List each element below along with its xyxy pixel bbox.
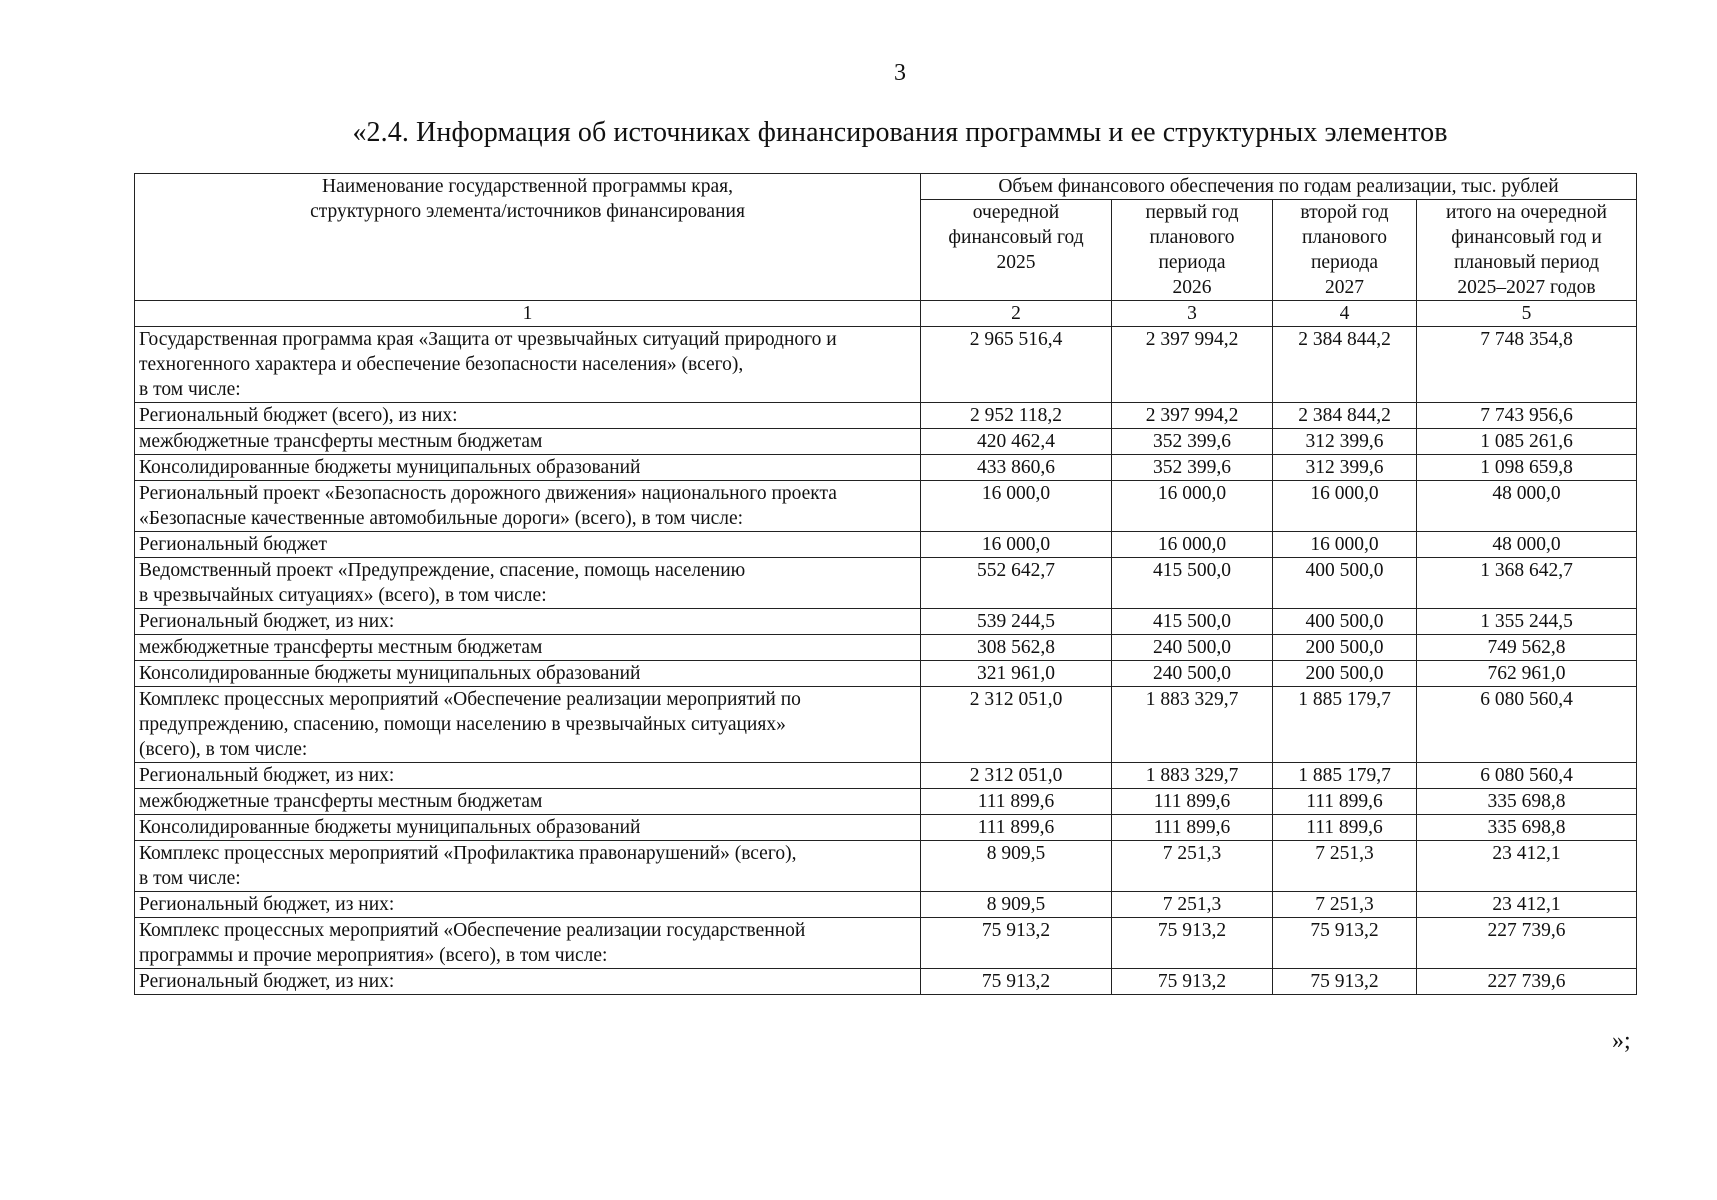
row-name-cell [135,661,921,687]
table-row [135,532,1637,558]
table-body [135,327,1637,995]
row-name-line: «Безопасные качественные автомобильные дороги» (всего), в том числе: [139,508,744,529]
row-name-line: предупреждению, спасению, помощи населению в чрезвычайных ситуациях» [139,714,786,735]
row-name-line: Региональный бюджет, из них: [139,971,395,992]
column-number: 1 [135,301,921,327]
table-row [135,661,1637,687]
row-name-cell [135,789,921,815]
row-name-line: Консолидированные бюджеты муниципальных образований [139,457,641,478]
row-value-cell: 2 397 994,2 [1112,327,1273,403]
row-value-cell: 321 961,0 [921,661,1112,687]
row-value-cell: 111 899,6 [921,789,1112,815]
row-value-cell: 7 251,3 [1112,892,1273,918]
row-name-line: Консолидированные бюджеты муниципальных образований [139,663,641,684]
row-name-line: межбюджетные трансферты местным бюджетам [139,431,543,452]
row-value-cell: 23 412,1 [1417,841,1637,892]
row-name-line: Региональный бюджет (всего), из них: [139,405,458,426]
row-value-cell: 23 412,1 [1417,892,1637,918]
header-name-line: структурного элемента/источников финансирования [310,201,745,222]
row-name-line: Региональный бюджет, из них: [139,611,395,632]
row-value-cell: 762 961,0 [1417,661,1637,687]
row-name-cell [135,558,921,609]
table-row [135,403,1637,429]
row-value-cell: 2 312 051,0 [921,687,1112,763]
row-value-cell: 312 399,6 [1273,429,1417,455]
row-value-cell: 75 913,2 [1112,969,1273,995]
row-name-line: Региональный бюджет, из них: [139,894,395,915]
row-value-cell: 552 642,7 [921,558,1112,609]
row-value-cell: 1 355 244,5 [1417,609,1637,635]
row-name-cell [135,532,921,558]
row-value-cell: 75 913,2 [1112,918,1273,969]
row-value-cell: 308 562,8 [921,635,1112,661]
row-name-cell [135,327,921,403]
header-line: очередной [972,202,1060,223]
row-name-cell [135,918,921,969]
row-value-cell: 539 244,5 [921,609,1112,635]
row-value-cell: 1 885 179,7 [1273,763,1417,789]
row-name-line: Ведомственный проект «Предупреждение, спасение, помощь населению [139,560,746,581]
table-row [135,841,1637,892]
header-line: планового [1301,227,1388,248]
row-name-line: техногенного характера и обеспечение безопасности населения» (всего), [139,354,744,375]
column-number: 2 [921,301,1112,327]
row-name-line: межбюджетные трансферты местным бюджетам [139,791,543,812]
row-value-cell: 227 739,6 [1417,969,1637,995]
header-line: планового [1149,227,1235,248]
table-row [135,815,1637,841]
row-name-line: Региональный бюджет [139,534,327,555]
row-value-cell: 7 251,3 [1112,841,1273,892]
header-col-2026 [1112,200,1273,301]
row-value-cell: 48 000,0 [1417,481,1637,532]
row-name-cell [135,481,921,532]
header-line: 2026 [1172,277,1212,298]
header-col-2027 [1273,200,1417,301]
row-name-line: Региональный бюджет, из них: [139,765,395,786]
row-value-cell: 2 965 516,4 [921,327,1112,403]
row-name-cell [135,609,921,635]
row-value-cell: 2 952 118,2 [921,403,1112,429]
header-line: 2027 [1325,277,1364,298]
row-value-cell: 200 500,0 [1273,635,1417,661]
row-value-cell: 420 462,4 [921,429,1112,455]
row-name-line: в чрезвычайных ситуациях» (всего), в том числе: [139,585,547,606]
table-row [135,481,1637,532]
row-name-cell [135,815,921,841]
table-row [135,327,1637,403]
header-line: 2025 [996,252,1036,273]
financing-table [134,173,1637,995]
table-row [135,918,1637,969]
header-line: первый год [1145,202,1239,223]
row-value-cell: 6 080 560,4 [1417,763,1637,789]
row-value-cell: 111 899,6 [921,815,1112,841]
row-name-line: программы и прочие мероприятия» (всего), в том числе: [139,945,608,966]
row-value-cell: 2 384 844,2 [1273,403,1417,429]
row-value-cell: 75 913,2 [921,969,1112,995]
row-value-cell: 335 698,8 [1417,815,1637,841]
table-row [135,635,1637,661]
row-value-cell: 16 000,0 [921,481,1112,532]
row-value-cell: 7 748 354,8 [1417,327,1637,403]
row-name-line: межбюджетные трансферты местным бюджетам [139,637,543,658]
row-name-cell [135,429,921,455]
header-line: периода [1158,252,1226,273]
row-name-line: в том числе: [139,379,241,400]
row-value-cell: 2 312 051,0 [921,763,1112,789]
header-line: финансовый год [948,227,1084,248]
row-name-line: Комплекс процессных мероприятий «Обеспечение реализации мероприятий по [139,689,801,710]
row-name-line: Комплекс процессных мероприятий «Профилактика правонарушений» (всего), [139,843,797,864]
header-line: второй год [1300,202,1389,223]
row-name-line: Комплекс процессных мероприятий «Обеспечение реализации государственной [139,920,806,941]
table-row [135,969,1637,995]
row-value-cell: 240 500,0 [1112,635,1273,661]
closing-quote: »; [1612,1028,1631,1054]
row-value-cell: 240 500,0 [1112,661,1273,687]
row-name-cell [135,892,921,918]
row-value-cell: 16 000,0 [1112,481,1273,532]
row-value-cell: 415 500,0 [1112,609,1273,635]
row-name-line: Региональный проект «Безопасность дорожного движения» национального проекта [139,483,837,504]
table-row [135,455,1637,481]
row-value-cell: 8 909,5 [921,841,1112,892]
row-name-line: (всего), в том числе: [139,739,308,760]
row-value-cell: 1 085 261,6 [1417,429,1637,455]
row-value-cell: 75 913,2 [921,918,1112,969]
row-value-cell: 16 000,0 [1112,532,1273,558]
row-name-line: в том числе: [139,868,241,889]
row-name-line: Консолидированные бюджеты муниципальных образований [139,817,641,838]
row-value-cell: 1 883 329,7 [1112,687,1273,763]
row-value-cell: 75 913,2 [1273,969,1417,995]
row-value-cell: 1 368 642,7 [1417,558,1637,609]
column-number: 5 [1417,301,1637,327]
row-value-cell: 749 562,8 [1417,635,1637,661]
row-value-cell: 75 913,2 [1273,918,1417,969]
row-value-cell: 16 000,0 [1273,481,1417,532]
column-number: 4 [1273,301,1417,327]
document-title: «2.4. Информация об источниках финансирования программы и ее структурных элементов [352,117,1448,148]
row-name-cell [135,687,921,763]
row-name-cell [135,763,921,789]
header-line: плановый период [1453,252,1599,273]
row-value-cell: 2 397 994,2 [1112,403,1273,429]
table-row [135,687,1637,763]
header-name-line: Наименование государственной программы края, [322,176,733,197]
row-value-cell: 352 399,6 [1112,429,1273,455]
row-value-cell: 7 743 956,6 [1417,403,1637,429]
table-row [135,609,1637,635]
row-value-cell: 16 000,0 [1273,532,1417,558]
row-value-cell: 400 500,0 [1273,609,1417,635]
header-line: 2025–2027 годов [1457,277,1596,298]
header-col-2025 [921,200,1112,301]
row-value-cell: 433 860,6 [921,455,1112,481]
row-name-cell [135,403,921,429]
row-value-cell: 352 399,6 [1112,455,1273,481]
header-name-cell [135,174,921,301]
row-value-cell: 200 500,0 [1273,661,1417,687]
row-name-cell [135,841,921,892]
row-value-cell: 227 739,6 [1417,918,1637,969]
row-value-cell: 16 000,0 [921,532,1112,558]
row-name-cell [135,969,921,995]
row-name-cell [135,455,921,481]
row-value-cell: 111 899,6 [1112,815,1273,841]
table-row [135,892,1637,918]
row-name-line: Государственная программа края «Защита от чрезвычайных ситуаций природного и [139,329,837,350]
header-group-cell: Объем финансового обеспечения по годам реализации, тыс. рублей [921,174,1637,200]
table-row [135,789,1637,815]
row-value-cell: 335 698,8 [1417,789,1637,815]
row-value-cell: 1 885 179,7 [1273,687,1417,763]
header-line: итого на очередной [1446,202,1607,223]
header-line: финансовый год и [1451,227,1602,248]
row-value-cell: 312 399,6 [1273,455,1417,481]
row-value-cell: 111 899,6 [1273,815,1417,841]
header-col-total [1417,200,1637,301]
row-value-cell: 415 500,0 [1112,558,1273,609]
table-row [135,763,1637,789]
header-line: периода [1310,252,1379,273]
row-value-cell: 6 080 560,4 [1417,687,1637,763]
row-name-cell [135,635,921,661]
column-number: 3 [1112,301,1273,327]
row-value-cell: 7 251,3 [1273,841,1417,892]
column-number-row [135,301,1637,327]
row-value-cell: 400 500,0 [1273,558,1417,609]
row-value-cell: 48 000,0 [1417,532,1637,558]
row-value-cell: 1 883 329,7 [1112,763,1273,789]
row-value-cell: 111 899,6 [1112,789,1273,815]
row-value-cell: 111 899,6 [1273,789,1417,815]
table-row [135,558,1637,609]
page-number: 3 [894,60,906,86]
row-value-cell: 8 909,5 [921,892,1112,918]
row-value-cell: 1 098 659,8 [1417,455,1637,481]
table-row [135,429,1637,455]
row-value-cell: 7 251,3 [1273,892,1417,918]
row-value-cell: 2 384 844,2 [1273,327,1417,403]
